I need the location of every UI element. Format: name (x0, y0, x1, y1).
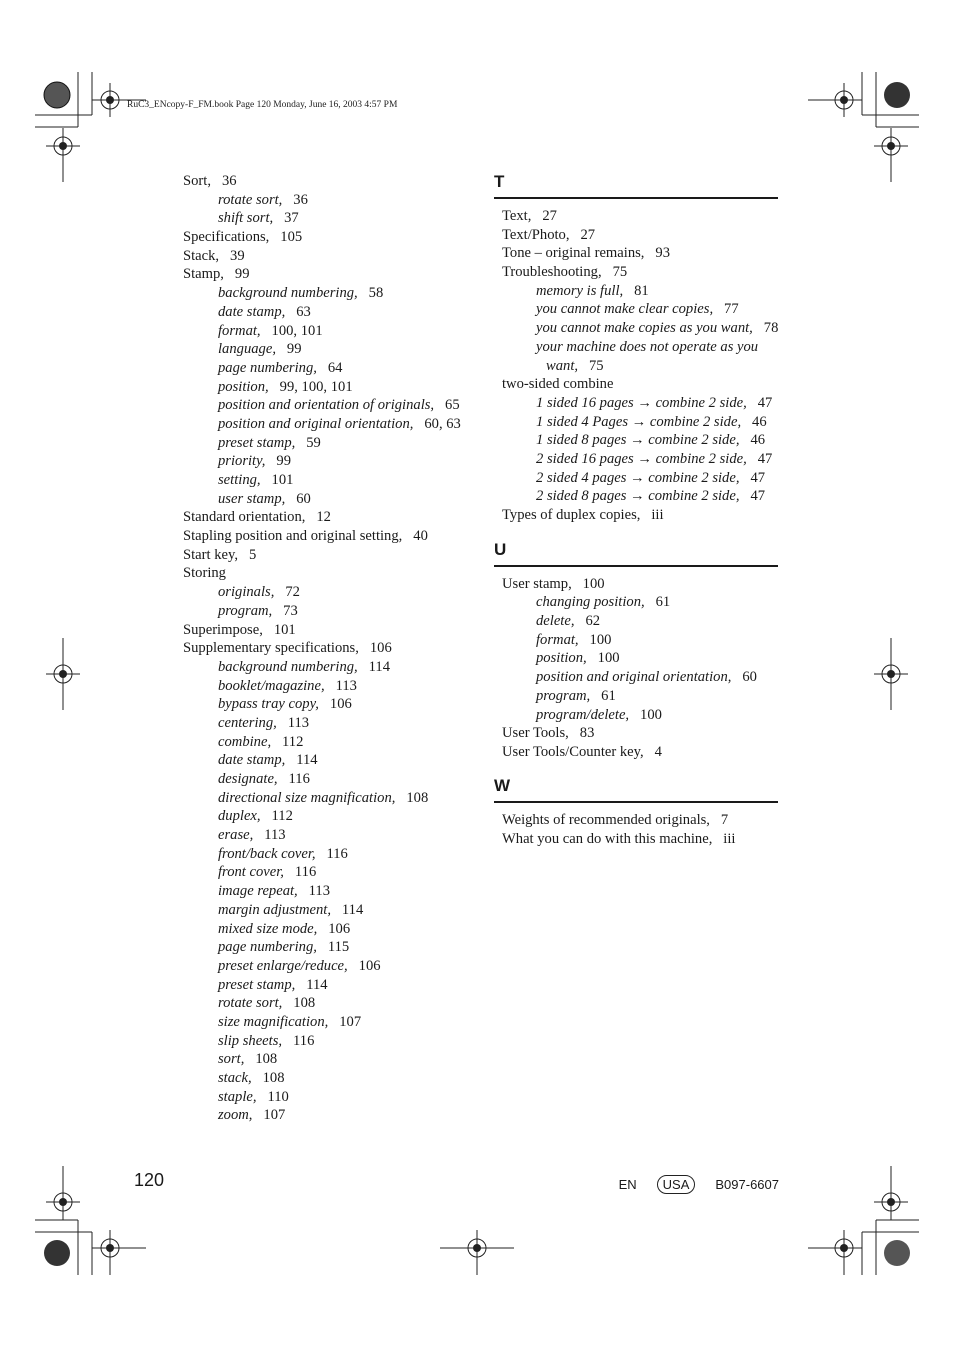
index-subentry (183, 490, 473, 509)
page-reference: 83 (579, 725, 595, 742)
index-subentry (502, 450, 780, 469)
entry-term: 1 sided 16 pages → combine 2 side, (536, 394, 747, 411)
page-reference: 107 (339, 1013, 362, 1030)
index-subentry (502, 413, 780, 432)
entry-term: Storing (183, 565, 226, 582)
page-reference: 7 (720, 811, 729, 828)
section-entries (494, 811, 780, 850)
index-subentry (183, 322, 473, 341)
entry-term: format, (536, 631, 579, 648)
index-subentry (502, 338, 780, 357)
page-reference: 108 (255, 1051, 278, 1068)
index-entry (502, 263, 780, 282)
index-entry (183, 639, 473, 658)
page-reference: 47 (757, 394, 773, 411)
entry-term: Stack, (183, 247, 220, 264)
page-reference: 40 (413, 528, 428, 545)
page-reference: 106 (358, 957, 381, 974)
page-reference: 47 (750, 469, 766, 486)
page-reference: 99 (234, 266, 250, 283)
page-reference: 39 (230, 247, 245, 264)
page-reference: iii (723, 831, 736, 848)
index-subentry (183, 303, 473, 322)
entry-term: 2 sided 4 pages → combine 2 side, (536, 469, 740, 486)
file-header: RuC3_ENcopy-F_FM.book Page 120 Monday, June 16, 2003 4:57 PM (127, 100, 398, 110)
page-reference: 5 (248, 546, 257, 563)
index-entry (183, 527, 473, 546)
page-reference: 4 (654, 743, 662, 760)
page-reference: 27 (580, 226, 596, 243)
page-reference: 100 (640, 706, 662, 723)
page-reference: 106 (329, 696, 352, 713)
index-entry (183, 265, 473, 284)
page-reference: 99 (286, 341, 302, 358)
entry-term: position and original orientation, (218, 415, 414, 432)
entry-term: originals, (218, 584, 275, 601)
page-reference: 78 (763, 320, 779, 337)
entry-term: user stamp, (218, 490, 286, 507)
page-reference: 112 (271, 808, 293, 825)
index-subentry (502, 593, 780, 612)
page-reference: 108 (406, 789, 429, 806)
index-subentry (183, 1050, 473, 1069)
entry-term: language, (218, 341, 276, 358)
entry-term: front/back cover, (218, 845, 316, 862)
index-subentry (502, 706, 780, 725)
entry-term: two-sided combine (502, 376, 614, 393)
entry-term: staple, (218, 1088, 257, 1105)
page-reference: 58 (368, 285, 384, 302)
entry-term: Text/Photo, (502, 226, 570, 243)
entry-term: page numbering, (218, 939, 317, 956)
index-subentry (183, 1088, 473, 1107)
entry-term: Standard orientation, (183, 509, 306, 526)
index-subentry (183, 770, 473, 789)
entry-term: User stamp, (502, 575, 572, 592)
index-subentry (183, 191, 473, 210)
page-reference: 59 (306, 434, 321, 451)
page-reference: 99 (276, 453, 291, 470)
page-reference: 73 (283, 602, 298, 619)
page-reference: 115 (327, 939, 350, 956)
index-subentry (502, 649, 780, 668)
index-subentry (502, 319, 780, 338)
entry-term: size magnification, (218, 1013, 329, 1030)
section-heading-t: T (494, 172, 778, 199)
entry-term: sort, (218, 1051, 245, 1068)
entry-term: Superimpose, (183, 621, 263, 638)
page-reference: 105 (280, 229, 303, 246)
entry-term: Types of duplex copies, (502, 507, 641, 523)
page-reference: 108 (262, 1070, 285, 1086)
index-entry (502, 207, 780, 226)
index-subentry (183, 452, 473, 471)
index-subentry (183, 938, 473, 957)
entry-term: Stapling position and original setting, (183, 528, 403, 545)
index-subentry (502, 394, 780, 413)
index-subentry (183, 284, 473, 303)
page-reference: 64 (327, 359, 343, 376)
index-subentry (502, 357, 780, 376)
entry-term: shift sort, (218, 210, 274, 227)
entry-term: you cannot make copies as you want, (536, 320, 753, 337)
index-subentry (183, 415, 473, 434)
index-subentry (183, 863, 473, 882)
entry-term: program/delete, (536, 706, 630, 723)
page-reference: 100 (597, 650, 620, 667)
index-subentry (183, 340, 473, 359)
index-entry (502, 724, 780, 743)
index-subentry (502, 487, 780, 506)
index-subentry (183, 471, 473, 490)
page-reference: 47 (750, 488, 766, 505)
entry-term: position and original orientation, (536, 669, 732, 686)
entry-term: Specifications, (183, 229, 270, 246)
page-reference: 110 (267, 1088, 289, 1105)
entry-term: want, (546, 357, 579, 374)
page-reference: 116 (293, 1032, 315, 1049)
index-entry (502, 575, 780, 594)
page-reference: iii (651, 507, 664, 523)
index-subentry (183, 714, 473, 733)
entry-term: image repeat, (218, 883, 298, 900)
entry-term: page numbering, (218, 359, 317, 376)
language-code: EN (618, 1177, 637, 1192)
page-reference: 75 (612, 264, 628, 281)
index-subentry (183, 583, 473, 602)
page-reference: 99, 100, 101 (279, 378, 353, 395)
entry-term: preset stamp, (218, 434, 296, 451)
index-subentry (502, 668, 780, 687)
entry-term: erase, (218, 827, 254, 844)
page-reference: 36 (293, 191, 308, 208)
index-subentry (183, 957, 473, 976)
page-reference: 116 (294, 864, 317, 881)
index-entry (502, 244, 780, 263)
index-subentry (183, 396, 473, 415)
index-subentry (183, 733, 473, 752)
index-subentry (183, 882, 473, 901)
page-reference: 100, 101 (271, 322, 323, 339)
entry-term: User Tools/Counter key, (502, 743, 644, 760)
page-reference: 61 (655, 594, 671, 611)
page-reference: 37 (284, 210, 299, 227)
entry-term: directional size magnification, (218, 789, 396, 806)
index-subentry (183, 434, 473, 453)
page-reference: 101 (271, 472, 294, 488)
page-footer (619, 1175, 779, 1194)
index-subentry (183, 677, 473, 696)
entry-term: front cover, (218, 864, 284, 881)
index-column-right (494, 172, 780, 850)
entry-term: your machine does not operate as you (536, 338, 759, 355)
index-subentry (502, 469, 780, 488)
entry-term: preset enlarge/reduce, (218, 957, 348, 974)
index-entry (502, 743, 780, 762)
index-entry (183, 546, 473, 565)
index-entry (502, 226, 780, 245)
index-entry (502, 811, 780, 831)
page-reference: 113 (287, 714, 310, 731)
page-reference: 107 (263, 1107, 286, 1124)
entry-term: 1 sided 8 pages → combine 2 side, (536, 432, 740, 449)
page-reference: 112 (282, 733, 304, 750)
page-reference: 106 (328, 920, 351, 937)
index-entry (183, 621, 473, 640)
index-subentry (502, 431, 780, 450)
index-subentry (183, 658, 473, 677)
entry-term: memory is full, (536, 282, 624, 299)
page-reference: 47 (757, 450, 773, 467)
entry-term: background numbering, (218, 285, 358, 302)
entry-term: rotate sort, (218, 995, 283, 1012)
page-reference: 46 (750, 432, 766, 449)
index-subentry (502, 282, 780, 301)
entry-term: booklet/magazine, (218, 677, 325, 694)
index-subentry (183, 695, 473, 714)
page-reference: 63 (296, 303, 311, 320)
page-number: 120 (134, 1170, 165, 1190)
page-reference: 93 (655, 245, 670, 262)
index-column-left (183, 172, 473, 1125)
entry-term: Supplementary specifications, (183, 640, 359, 657)
entry-term: Weights of recommended originals, (502, 811, 710, 828)
entry-term: Sort, (183, 173, 211, 189)
index-entry (502, 375, 780, 394)
index-entry (183, 508, 473, 527)
document-code: B097-6607 (715, 1177, 779, 1192)
entry-term: Tone – original remains, (502, 245, 645, 262)
page-reference: 27 (542, 208, 557, 224)
entry-term: designate, (218, 771, 278, 787)
entry-term: changing position, (536, 594, 645, 611)
entry-term: priority, (218, 453, 266, 470)
page-reference: 114 (296, 752, 318, 769)
index-subentry (183, 826, 473, 845)
entry-term: User Tools, (502, 725, 569, 742)
entry-term: zoom, (218, 1107, 253, 1124)
entry-term: duplex, (218, 808, 261, 825)
entry-term: Start key, (183, 546, 238, 563)
entry-term: position, (536, 650, 587, 667)
index-subentry (183, 1069, 473, 1088)
entry-term: background numbering, (218, 658, 358, 675)
section-heading-u: U (494, 540, 778, 567)
entry-term: What you can do with this machine, (502, 831, 713, 848)
index-subentry (183, 976, 473, 995)
entry-term: date stamp, (218, 752, 286, 769)
index-subentry (183, 901, 473, 920)
index-subentry (183, 1013, 473, 1032)
page-reference: 101 (273, 621, 296, 638)
page-reference: 100 (589, 631, 612, 648)
index-subentry (183, 807, 473, 826)
entry-term: delete, (536, 613, 575, 630)
index-subentry (502, 687, 780, 706)
page-reference: 12 (316, 509, 331, 526)
index-entry (183, 172, 473, 191)
index-entry (502, 830, 780, 850)
page-reference: 113 (264, 827, 286, 844)
page-reference: 114 (368, 658, 391, 675)
entry-term: bypass tray copy, (218, 696, 319, 713)
page-reference: 100 (582, 575, 605, 592)
index-subentry (183, 209, 473, 228)
entry-term: date stamp, (218, 303, 286, 320)
page-reference: 60 (742, 669, 757, 686)
entry-term: you cannot make clear copies, (536, 301, 714, 318)
index-subentry (183, 789, 473, 808)
entry-term: format, (218, 322, 261, 339)
index-entry (502, 506, 780, 525)
entry-term: position and orientation of originals, (218, 397, 435, 414)
index-subentry (183, 994, 473, 1013)
page-reference: 108 (293, 995, 316, 1012)
page-reference: 116 (326, 845, 348, 862)
entry-term: Stamp, (183, 266, 224, 283)
index-entry (183, 564, 473, 583)
entry-term: mixed size mode, (218, 920, 318, 937)
page-reference: 60, 63 (424, 415, 461, 432)
entry-term: preset stamp, (218, 976, 296, 993)
entry-term: Troubleshooting, (502, 264, 602, 281)
entry-term: program, (218, 602, 273, 619)
page-reference: 113 (308, 883, 331, 900)
entry-term: Text, (502, 208, 532, 224)
entry-term: slip sheets, (218, 1032, 283, 1049)
index-subentry (183, 602, 473, 621)
page-reference: 77 (724, 301, 739, 318)
index-entry (183, 228, 473, 247)
entry-term: stack, (218, 1070, 252, 1086)
index-subentry (183, 359, 473, 378)
index-subentry (183, 751, 473, 770)
entry-term: position, (218, 378, 269, 395)
page-reference: 106 (369, 640, 392, 657)
section-heading-w: W (494, 776, 778, 803)
entry-term: margin adjustment, (218, 901, 331, 918)
region-badge: USA (657, 1175, 696, 1194)
index-subentry (183, 378, 473, 397)
index-entry (183, 247, 473, 266)
section-entries (494, 207, 780, 525)
page-reference: 116 (288, 771, 310, 787)
entry-term: centering, (218, 714, 277, 731)
page-reference: 114 (306, 976, 328, 993)
page-reference: 113 (335, 677, 357, 694)
page-reference: 72 (285, 584, 300, 601)
entry-term: combine, (218, 733, 272, 750)
entry-term: 2 sided 16 pages → combine 2 side, (536, 450, 747, 467)
entry-term: 1 sided 4 Pages → combine 2 side, (536, 413, 742, 430)
page-reference: 46 (752, 413, 767, 430)
page-reference: 36 (221, 173, 237, 189)
page-reference: 61 (601, 687, 616, 704)
page-reference: 65 (445, 397, 460, 414)
index-subentry (502, 612, 780, 631)
page-reference: 75 (588, 357, 604, 374)
entry-term: program, (536, 687, 591, 704)
page-reference: 114 (341, 901, 364, 918)
index-subentry (183, 1032, 473, 1051)
page-reference: 81 (634, 282, 649, 299)
page-reference: 60 (296, 490, 311, 507)
page-reference: 62 (585, 613, 601, 630)
index-subentry (502, 300, 780, 319)
entry-term: setting, (218, 472, 261, 488)
index-subentry (183, 1106, 473, 1125)
section-entries (494, 575, 780, 762)
index-subentry (183, 920, 473, 939)
entry-term: rotate sort, (218, 191, 283, 208)
entry-term: 2 sided 8 pages → combine 2 side, (536, 488, 740, 505)
index-subentry (183, 845, 473, 864)
index-subentry (502, 631, 780, 650)
